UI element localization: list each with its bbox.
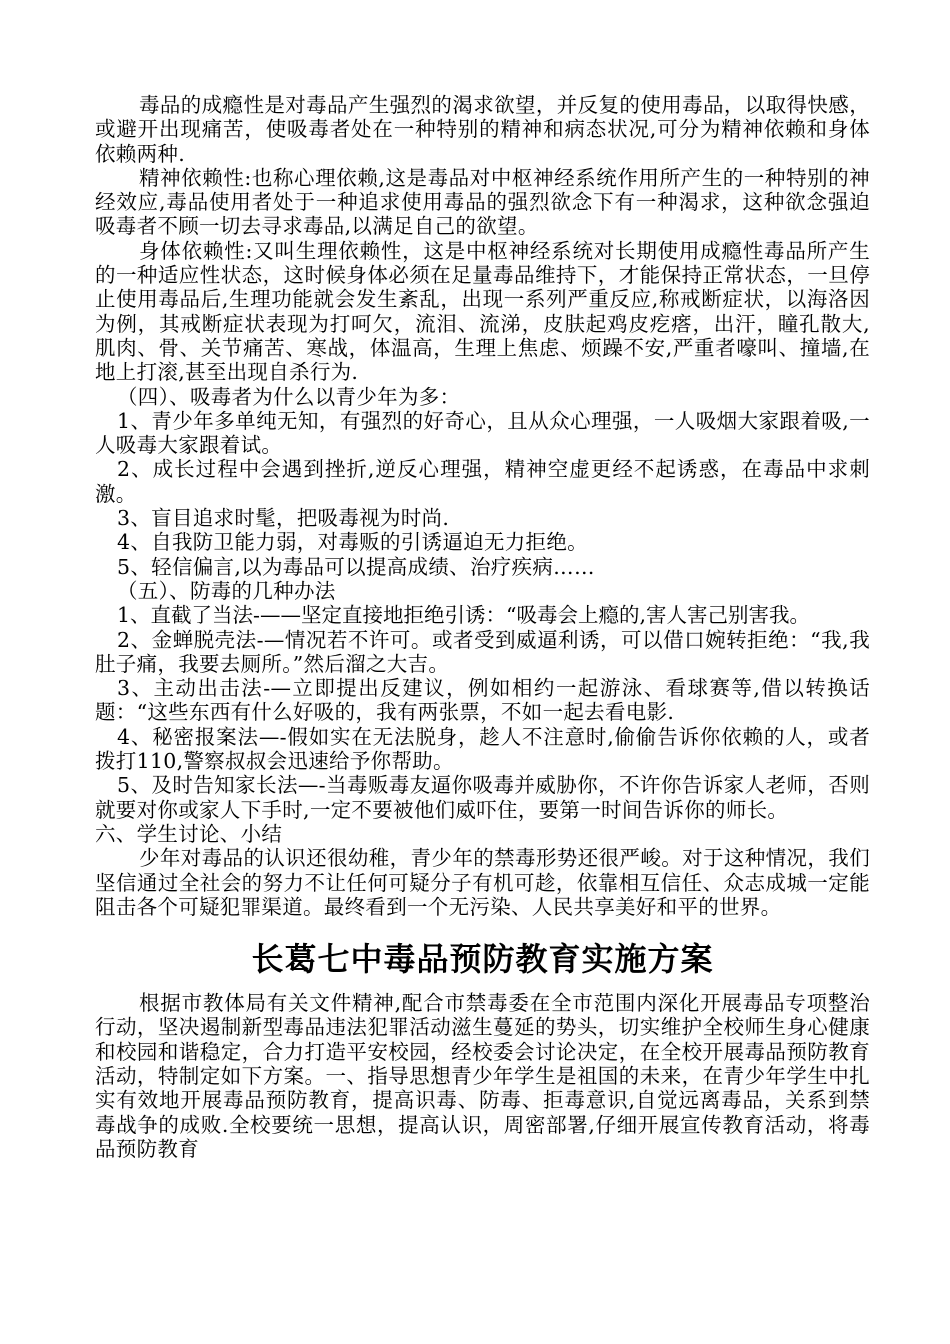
section-five-title: （五）、防毒的几种办法 [117, 578, 336, 603]
document-page [95, 93, 870, 1161]
list-item: 3、主动出击法-—立即提出反建议，例如相约一起游泳、看球赛等,借以转换话题：“这些东西有什么好吸的，我有两张票，不如一起去看电影. [95, 676, 870, 725]
plan-guiding-heading: 一、指导思想 [325, 1063, 452, 1088]
document-title: 长葛七中毒品预防教育实施方案 [251, 940, 714, 979]
list-item: 4、秘密报案法—-假如实在无法脱身，趁人不注意时,偷偷告诉你依赖的人，或者拨打110,警察叔叔会迅速给予你帮助。 [95, 724, 870, 774]
list-item: 1、青少年多单纯无知，有强烈的好奇心，且从众心理强，一人吸烟大家跟着吸,一人吸毒大家跟着试。 [95, 408, 870, 458]
list-item: 5、轻信偏言,以为毒品可以提高成绩、治疗疾病…… [117, 554, 595, 579]
paragraph-addiction: 毒品的成瘾性是对毒品产生强烈的渴求欲望，并反复的使用毒品，以取得快感，或避开出现痛苦，使吸毒者处在一种特别的精神和病态状况,可分为精神依赖和身体依赖两种. [95, 93, 870, 166]
section-six-title: 六、学生讨论、小结 [95, 821, 283, 846]
list-item: 1、直截了当法-——坚定直接地拒绝引诱：“吸毒会上瘾的,害人害己别害我。 [117, 603, 810, 628]
paragraph-mental-dependence: 精神依赖性:也称心理依赖,这是毒品对中枢神经系统作用所产生的一种特别的神经效应,毒品使用者处于一种追求使用毒品的强烈欲念下有一种渴求，这种欲念强迫吸毒者不顾一切去寻求毒品,以满足自己的欲望。 [95, 165, 870, 239]
paragraph-summary: 少年对毒品的认识还很幼稚，青少年的禁毒形势还很严峻。对于这种情况，我们坚信通过全社会的努力不让任何可疑分子有机可趁，依靠相互信任、众志成城一定能阻击各个可疑犯罪渠道。最终看到一个无污染、人民共享美好和平的世界。 [95, 846, 870, 919]
list-item: 4、自我防卫能力弱，对毒贩的引诱逼迫无力拒绝。 [117, 530, 588, 555]
list-item: 5、及时告知家长法—-当毒贩毒友逼你吸毒并威胁你，不许你告诉家人老师，否则就要对你或家人下手时,一定不要被他们威吓住，要第一时间告诉你的师长。 [95, 773, 870, 822]
list-item: 2、金蝉脱壳法-—情况若不许可。或者受到威逼利诱，可以借口婉转拒绝：“我,我肚子痛，我要去厕所。”然后溜之大吉。 [95, 627, 870, 676]
list-item: 2、成长过程中会遇到挫折,逆反心理强，精神空虚更经不起诱惑，在毒品中求刺激。 [95, 457, 870, 506]
list-item: 3、盲目追求时髦，把吸毒视为时尚. [117, 506, 450, 531]
section-four-title: （四）、吸毒者为什么以青少年为多： [117, 384, 461, 409]
plan-intro: 根据市教体局有关文件精神,配合市禁毒委在全市范围内深化开展毒品专项整治行动，坚决遏制新型毒品违法犯罪活动滋生蔓延的势头，切实维护全校师生身心健康和校园和谐稳定，合力打造平安校园，经校委会讨论决定，在全校开展毒品预防教育活动，特制定如下方案。 [95, 991, 870, 1088]
plan-guiding-text: 青少年学生是祖国的未来，在青少年学生中扎实有效地开展毒品预防教育，提高识毒、防毒、拒毒意识,自觉远离毒品，关系到禁毒战争的成败.全校要统一思想，提高认识，周密部署,仔细开展宣传教育活动，将毒品预防教育 [95, 1063, 870, 1161]
paragraph-physical-dependence: 身体依赖性:又叫生理依赖性，这是中枢神经系统对长期使用成瘾性毒品所产生的一种适应性状态，这时候身体必须在足量毒品维持下，才能保持正常状态，一旦停止使用毒品后,生理功能就会发生紊乱，出现一系列严重反应,称戒断症状，以海洛因为例，其戒断症状表现为打呵欠，流泪、流涕，皮肤起鸡皮疙瘩，出汗，瞳孔散大,肌肉、骨、关节痛苦、寒战，体温高，生理上焦虑、烦躁不安,严重者嚎叫、撞墙,在地上打滚,甚至出现自杀行为. [95, 238, 870, 385]
paragraph-plan [95, 991, 870, 1161]
